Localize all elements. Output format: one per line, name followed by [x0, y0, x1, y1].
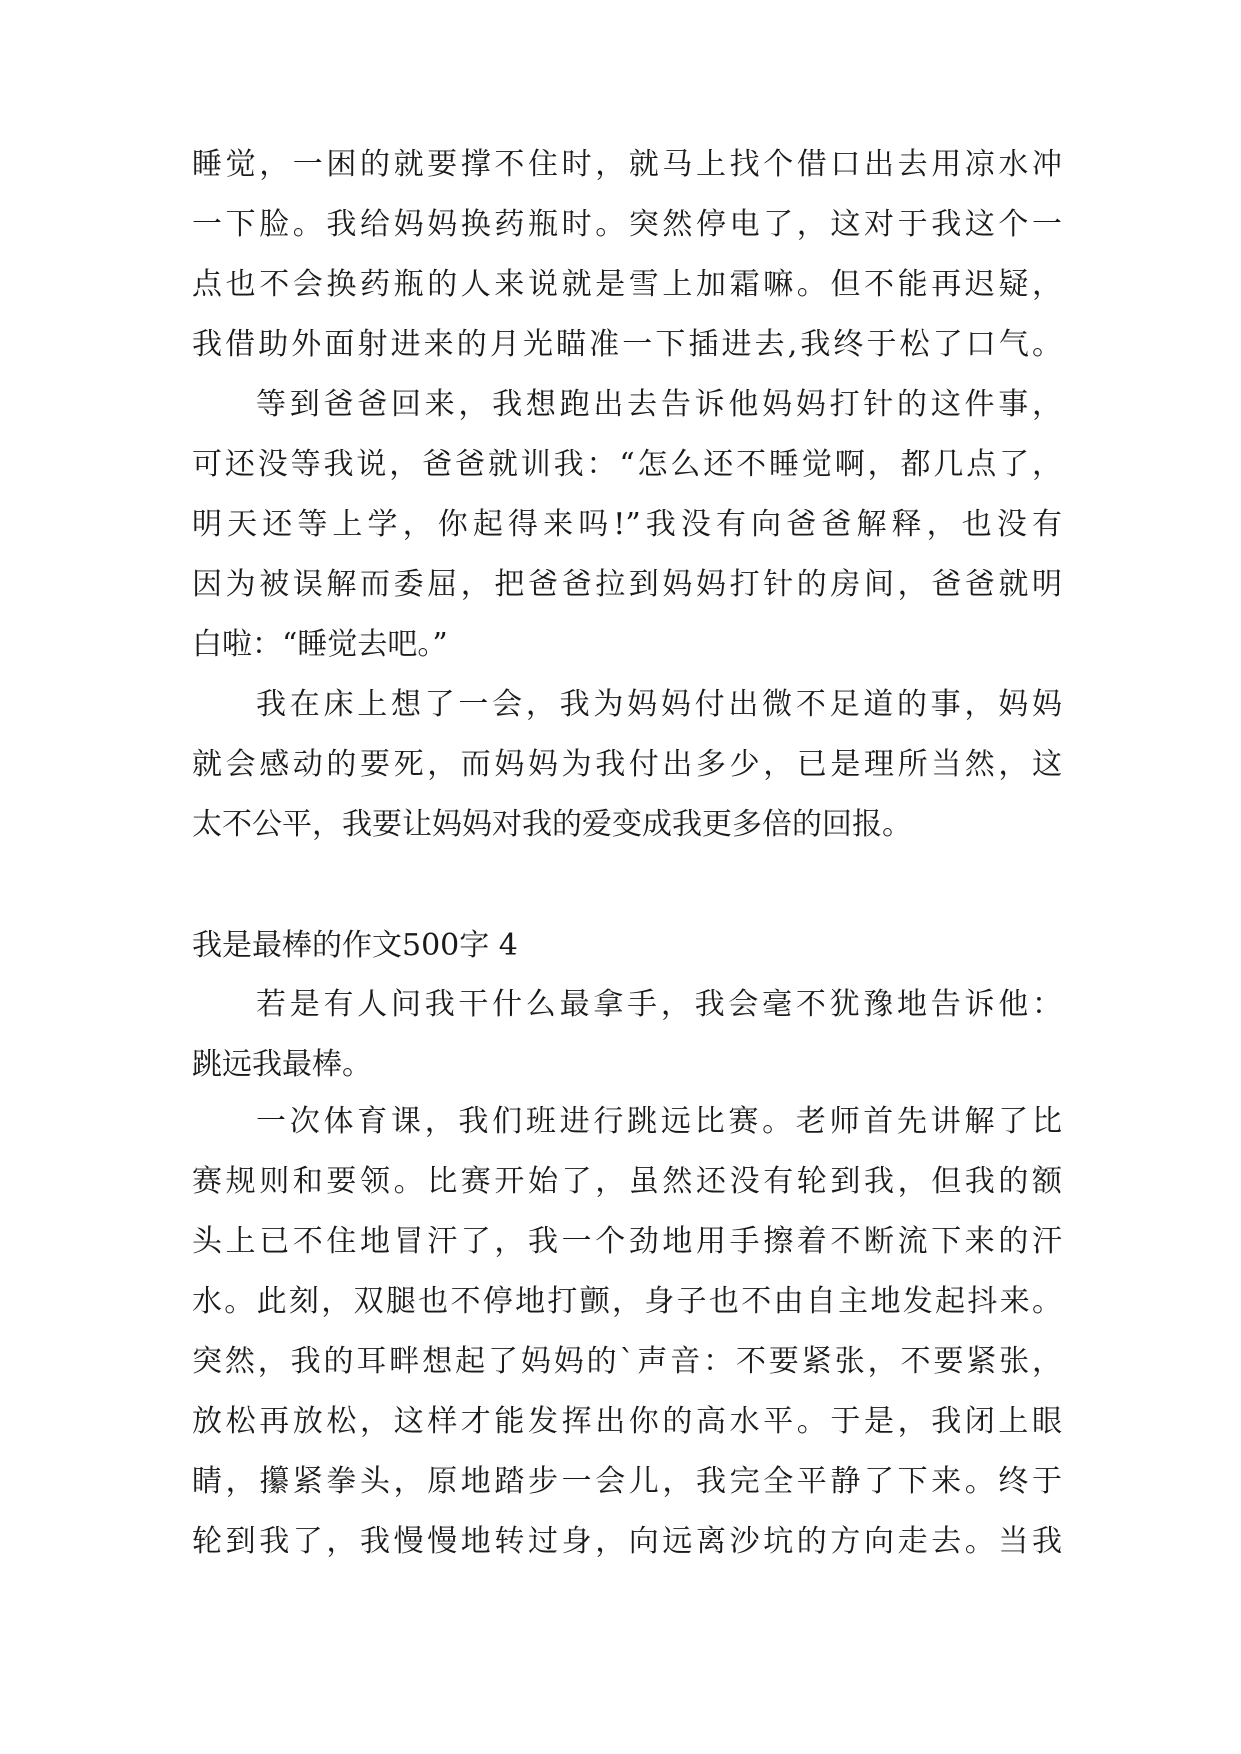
- text-line: 等到爸爸回来，我想跑出去告诉他妈妈打针的这件事，: [256, 387, 1062, 422]
- paragraph-2: [192, 375, 1062, 675]
- text-line: 跳远我最棒。: [192, 1047, 372, 1082]
- text-line: 就会感动的要死，而妈妈为我付出多少，已是理所当然，这: [192, 747, 1062, 782]
- text-line: 轮到我了，我慢慢地转过身，向远离沙坑的方向走去。当我: [192, 1524, 1062, 1559]
- text-line: 睛，攥紧拳头，原地踏步一会儿，我完全平静了下来。终于: [192, 1464, 1062, 1499]
- text-line: 睡觉，一困的就要撑不住时，就马上找个借口出去用凉水冲: [192, 147, 1062, 182]
- text-line: 放松再放松，这样才能发挥出你的高水平。于是，我闭上眼: [192, 1404, 1062, 1439]
- section-heading: 我是最棒的作文500字 4: [192, 928, 518, 963]
- paragraph-4: [192, 975, 1062, 1095]
- text-line: 我在床上想了一会，我为妈妈付出微不足道的事，妈妈: [256, 687, 1062, 722]
- text-line: 突然，我的耳畔想起了妈妈的`声音：不要紧张，不要紧张，: [192, 1344, 1062, 1379]
- text-line: 赛规则和要领。比赛开始了，虽然还没有轮到我，但我的额: [192, 1164, 1062, 1199]
- paragraph-1: [192, 135, 1062, 375]
- text-line: 太不公平，我要让妈妈对我的爱变成我更多倍的回报。: [192, 807, 912, 842]
- paragraph-3: [192, 675, 1062, 855]
- text-line: 白啦：“睡觉去吧。”: [192, 627, 448, 662]
- text-line: 一次体育课，我们班进行跳远比赛。老师首先讲解了比: [256, 1104, 1062, 1139]
- text-line: 点也不会换药瓶的人来说就是雪上加霜嘛。但不能再迟疑，: [192, 267, 1062, 302]
- text-line: 我借助外面射进来的月光瞄准一下插进去,我终于松了口气。: [192, 327, 1062, 362]
- text-line: 若是有人问我干什么最拿手，我会毫不犹豫地告诉他：: [256, 987, 1062, 1022]
- text-line: 明天还等上学，你起得来吗!”我没有向爸爸解释，也没有: [192, 507, 1062, 542]
- text-line: 水。此刻，双腿也不停地打颤，身子也不由自主地发起抖来。: [192, 1284, 1062, 1319]
- text-line: 可还没等我说，爸爸就训我：“怎么还不睡觉啊，都几点了，: [192, 447, 1062, 482]
- text-line: 头上已不住地冒汗了，我一个劲地用手擦着不断流下来的汗: [192, 1224, 1062, 1259]
- text-line: 一下脸。我给妈妈换药瓶时。突然停电了，这对于我这个一: [192, 207, 1062, 242]
- paragraph-5: [192, 1092, 1062, 1572]
- text-line: 因为被误解而委屈，把爸爸拉到妈妈打针的房间，爸爸就明: [192, 567, 1062, 602]
